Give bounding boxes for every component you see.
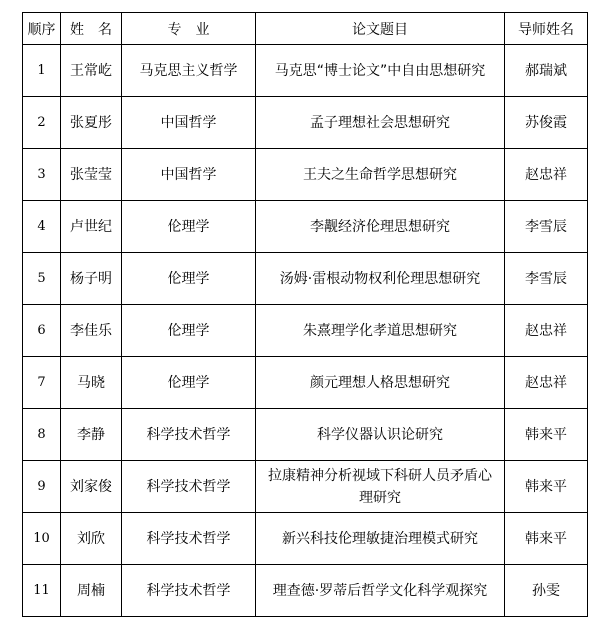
- row-index: 9: [23, 461, 61, 513]
- major: 伦理学: [122, 253, 256, 305]
- major: 科学技术哲学: [122, 513, 256, 565]
- table-row: [23, 409, 588, 461]
- advisor-name: 赵忠祥: [505, 305, 588, 357]
- thesis-title: 汤姆·雷根动物权利伦理思想研究: [256, 253, 505, 305]
- table-row: [23, 253, 588, 305]
- student-name: 张莹莹: [61, 149, 122, 201]
- major: 中国哲学: [122, 149, 256, 201]
- student-name: 张夏彤: [61, 97, 122, 149]
- student-name: 李静: [61, 409, 122, 461]
- row-index: 6: [23, 305, 61, 357]
- thesis-title: 科学仪器认识论研究: [256, 409, 505, 461]
- advisor-name: 赵忠祥: [505, 149, 588, 201]
- student-name: 刘家俊: [61, 461, 122, 513]
- thesis-table: [22, 12, 588, 617]
- advisor-name: 韩来平: [505, 409, 588, 461]
- row-index: 7: [23, 357, 61, 409]
- thesis-title: 颜元理想人格思想研究: [256, 357, 505, 409]
- table-row: [23, 305, 588, 357]
- thesis-title: 朱熹理学化孝道思想研究: [256, 305, 505, 357]
- row-index: 2: [23, 97, 61, 149]
- student-name: 卢世纪: [61, 201, 122, 253]
- row-index: 8: [23, 409, 61, 461]
- header-title: 论文题目: [256, 13, 505, 45]
- student-name: 李佳乐: [61, 305, 122, 357]
- thesis-title: 新兴科技伦理敏捷治理模式研究: [256, 513, 505, 565]
- advisor-name: 孙雯: [505, 565, 588, 617]
- advisor-name: 李雪辰: [505, 201, 588, 253]
- advisor-name: 李雪辰: [505, 253, 588, 305]
- thesis-title: 孟子理想社会思想研究: [256, 97, 505, 149]
- table-row: [23, 565, 588, 617]
- header-index: 顺序: [23, 13, 61, 45]
- row-index: 11: [23, 565, 61, 617]
- thesis-title: 理查德·罗蒂后哲学文化科学观探究: [256, 565, 505, 617]
- advisor-name: 韩来平: [505, 513, 588, 565]
- student-name: 周楠: [61, 565, 122, 617]
- thesis-title: 拉康精神分析视域下科研人员矛盾心理研究: [256, 461, 505, 513]
- table-header-row: [23, 13, 588, 45]
- row-index: 5: [23, 253, 61, 305]
- row-index: 1: [23, 45, 61, 97]
- header-advisor: 导师姓名: [505, 13, 588, 45]
- student-name: 马晓: [61, 357, 122, 409]
- row-index: 4: [23, 201, 61, 253]
- table-row: [23, 45, 588, 97]
- thesis-title: 马克思“博士论文”中自由思想研究: [256, 45, 505, 97]
- major: 伦理学: [122, 357, 256, 409]
- major: 伦理学: [122, 201, 256, 253]
- major: 科学技术哲学: [122, 565, 256, 617]
- major: 伦理学: [122, 305, 256, 357]
- major: 科学技术哲学: [122, 409, 256, 461]
- header-major: 专 业: [122, 13, 256, 45]
- table-row: [23, 513, 588, 565]
- student-name: 杨子明: [61, 253, 122, 305]
- advisor-name: 韩来平: [505, 461, 588, 513]
- student-name: 刘欣: [61, 513, 122, 565]
- table-row: [23, 97, 588, 149]
- major: 马克思主义哲学: [122, 45, 256, 97]
- table-row: [23, 461, 588, 513]
- advisor-name: 赵忠祥: [505, 357, 588, 409]
- student-name: 王常屹: [61, 45, 122, 97]
- major: 中国哲学: [122, 97, 256, 149]
- header-name: 姓 名: [61, 13, 122, 45]
- table-row: [23, 357, 588, 409]
- table-row: [23, 201, 588, 253]
- advisor-name: 郝瑞斌: [505, 45, 588, 97]
- row-index: 10: [23, 513, 61, 565]
- thesis-title: 李觏经济伦理思想研究: [256, 201, 505, 253]
- advisor-name: 苏俊霞: [505, 97, 588, 149]
- thesis-title: 王夫之生命哲学思想研究: [256, 149, 505, 201]
- table-row: [23, 149, 588, 201]
- row-index: 3: [23, 149, 61, 201]
- thesis-list-sheet: [22, 12, 587, 617]
- major: 科学技术哲学: [122, 461, 256, 513]
